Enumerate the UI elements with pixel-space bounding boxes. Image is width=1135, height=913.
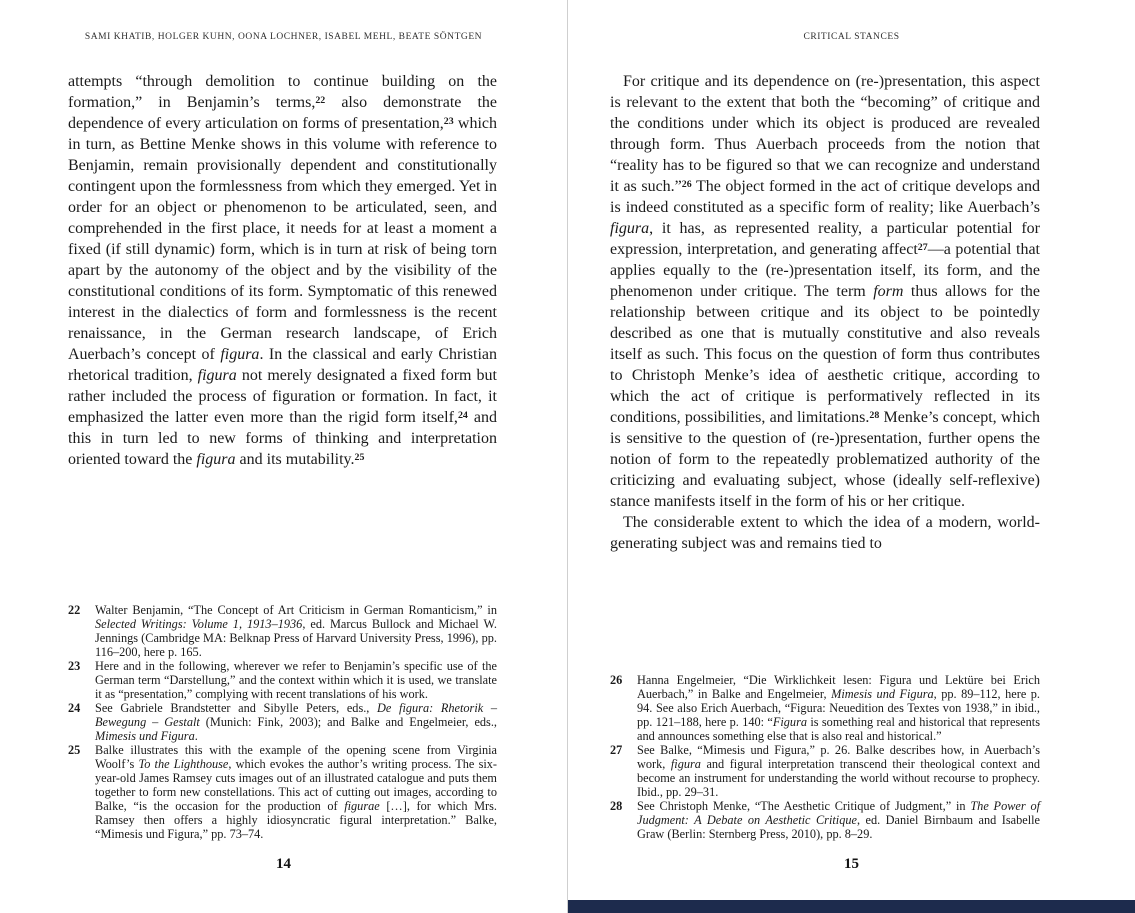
page-number: 14 [276,856,291,872]
footnote-number: 28 [610,799,623,813]
bottom-cover-bar [568,900,1135,913]
page-right [568,0,1135,913]
running-head-authors: SAMI KHATIB, HOLGER KUHN, OONA LOCHNER, ISABEL MEHL, BEATE SÖNTGEN [84,32,483,42]
footnote-number: 24 [68,701,81,715]
running-head-chapter: CRITICAL STANCES [803,32,900,42]
paragraph: The considerable extent to which the idea of a modern, world-generating subject was and remains tied to [610,514,1040,552]
footnote-text: Here and in the following, wherever we refer to Benjamin’s specific use of the German term “Darstellung,” and the context within which it is used, we translate it as “presentation,” complying with recent translations of his work. [95,659,497,701]
footnote-text: See Gabriele Brandstetter and Sibylle Peters, eds., De figura: Rhetorik – Bewegung – Gestalt (Munich: Fink, 2003); and Balke and Engelmeier, eds., Mimesis und Figura. [95,701,498,743]
footnote-number: 27 [610,743,623,757]
footnote [68,701,497,743]
footnote-text: Balke illustrates this with the example of the opening scene from Virginia Woolf’s To the Lighthouse, which evokes the author’s writing process. The six-year-old James Ramsey cuts images out of an illustrated catalogue and puts them together to form new constellations. This act of cutting out images, according to Balke, “is the occasion for the production of figurae […], for which Mrs. Ramsey then offers a highly idiosyncratic figural interpretation.” Balke, “Mimesis und Figura,” pp. 73–74. [95,743,498,841]
footnote [68,743,497,841]
page-number: 15 [844,856,859,872]
footnote-number: 23 [68,659,81,673]
footnote-text: Walter Benjamin, “The Concept of Art Criticism in German Romanticism,” in Selected Writings: Volume 1, 1913–1936, ed. Marcus Bullock and Michael W. Jennings (Cambridge MA: Belknap Press of Harvard University Press, 1996), pp. 116–200, here p. 165. [95,603,498,659]
footnote [68,603,497,659]
body-text-left [68,71,497,470]
footnote-number: 26 [610,673,623,687]
footnote [610,799,1040,841]
footnote-text: See Christoph Menke, “The Aesthetic Critique of Judgment,” in The Power of Judgment: A Debate on Aesthetic Critique, ed. Daniel Birnbaum and Isabelle Graw (Berlin: Sternberg Press, 2010), pp. 8–29. [637,799,1041,841]
footnote-text: See Balke, “Mimesis und Figura,” p. 26. Balke describes how, in Auerbach’s work, figura and figural interpretation transcend their theological context and become an instrument for understanding the world without recourse to prophecy. Ibid., pp. 29–31. [637,743,1040,799]
paragraph: For critique and its dependence on (re-)presentation, this aspect is relevant to the extent that both the “becoming” of critique and the conditions under which its object is produced are revealed through form. Thus Auerbach proceeds from the notion that “reality has to be figured so that we can recognize and understand it as such.”$^{26}$ The object formed in the act of critique develops and is indeed constituted as a specific form of reality; like Auerbach’s figura, it has, as represented reality, a particular potential for expression, interpretation, and generating affect$^{27}$—a potential that applies equally to the (re-)presentation itself, its form, and the phenomenon under critique. The term form thus allows for the relationship between critique and its object to be pointedly described as one that is mutually constitutive and also reveals itself as such. This focus on the question of form thus contributes to Christoph Menke’s idea of aesthetic critique, according to which the act of critique is performatively reflected in its conditions, possibilities, and limitations.$^{28}$ Menke’s concept, which is sensitive to the question of (re-)presentation, further opens the notion of form to the repeatedly problematized authority of the criticizing and evaluating subject, whose (ideally self-reflexive) stance manifests itself in the form of his or her critique. [610,73,1041,510]
paragraph: attempts “through demolition to continue building on the formation,” in Benjamin’s terms,$^{22}$ also demonstrate the dependence of every articulation on forms of presentation,$^{23}$ which in turn, as Bettine Menke shows in this volume with reference to Benjamin, remain provisionally dependent and constitutionally contingent upon the formlessness from which they emerged. Yet in order for an object or phenomenon to be articulated, seen, and comprehended in the first place, it needs for at least a moment a fixed (if still dynamic) form, which is in turn at risk of being torn apart by the autonomy of the object and by the visibility of the constitutional conditions of its form. Symptomatic of this renewed interest in the dialectics of form and formlessness is the recent renaissance, in the German research landscape, of Erich Auerbach’s concept of figura. In the classical and early Christian rhetorical tradition, figura not merely designated a fixed form but rather included the process of figuration or formation. In fact, it emphasized the latter even more than the rigid form itself,$^{24}$ and this in turn led to new forms of thinking and interpretation oriented toward the figura and its mutability.$^{25}$ [68,73,498,468]
footnote [610,743,1040,799]
footnote [610,673,1040,743]
footnote [68,659,497,701]
footnotes-right [610,673,1040,841]
body-text-right [610,71,1040,554]
footnote-number: 22 [68,603,81,617]
footnote-text: Hanna Engelmeier, “Die Wirklichkeit lesen: Figura und Lektüre bei Erich Auerbach,” in Balke and Engelmeier, Mimesis und Figura, pp. 89–112, here p. 94. See also Erich Auerbach, “Figura: Neuedition des Textes von 1938,” in ibid., pp. 121–188, here p. 140: “Figura is something real and historical that represents and announces something else that is also real and historical.” [637,673,1040,743]
footnotes-left [68,603,497,841]
page-left [0,0,567,913]
footnote-number: 25 [68,743,81,757]
page-gutter-divider [567,0,568,913]
